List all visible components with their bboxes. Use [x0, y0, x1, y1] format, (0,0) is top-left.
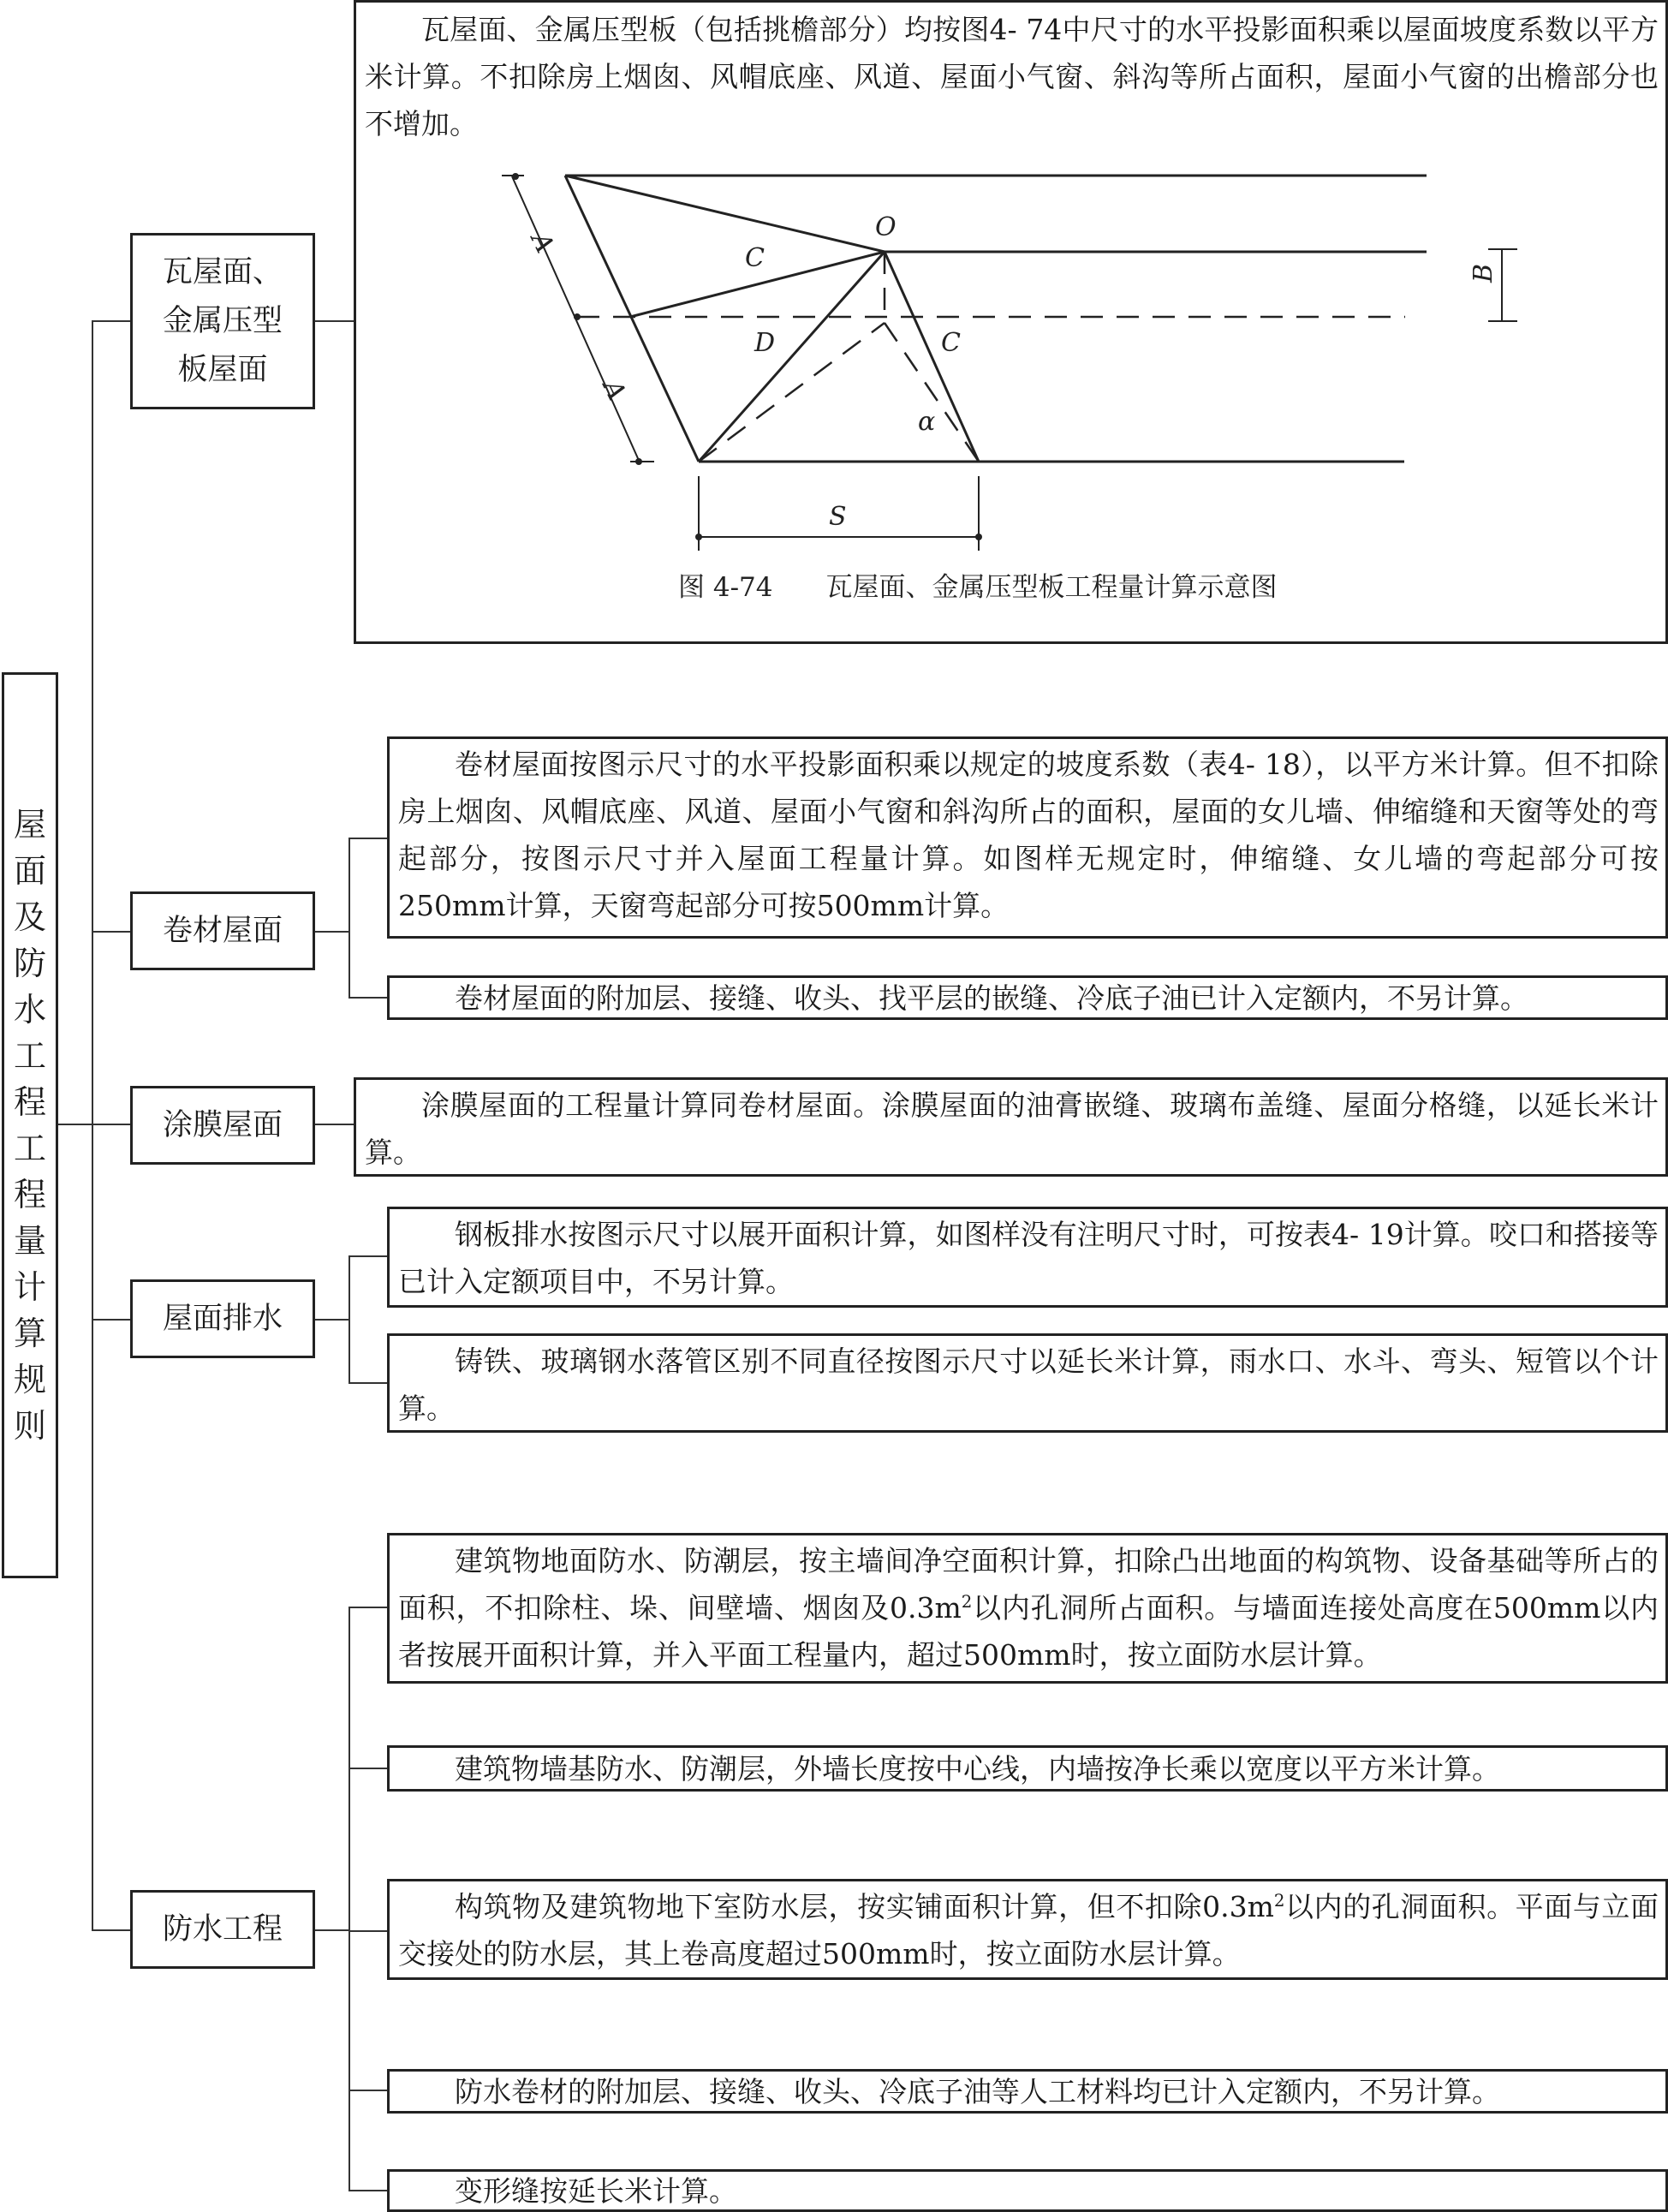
connector-coating	[315, 1124, 354, 1125]
title-char: 面	[13, 852, 46, 890]
category-waterproofing	[130, 1890, 315, 1969]
title-char: 则	[13, 1407, 46, 1445]
rule-text: 钢板排水按图示尺寸以展开面积计算，如图样没有注明尺寸时，可按表4- 19计算。咬口和搭接等已计入定额项目中，不另计算。	[398, 1218, 1659, 1298]
title-char: 算	[13, 1315, 46, 1352]
label-C1: C	[745, 243, 765, 273]
rule-membrane-2	[387, 975, 1668, 1020]
title-char: 程	[13, 1176, 46, 1213]
diagram-edge-C1	[565, 176, 885, 252]
rule-text: 变形缝按延长米计算。	[455, 2174, 737, 2208]
rule-waterproof-1	[387, 1533, 1668, 1684]
label-D: D	[754, 328, 776, 358]
diagram-edge-D	[699, 252, 885, 462]
dim-A-dot-bot	[635, 458, 642, 465]
title-char: 规	[13, 1361, 46, 1398]
connector-title	[58, 1124, 92, 1125]
label-A1: A	[524, 228, 560, 258]
connector-cat-membrane	[92, 931, 131, 933]
connector-drainage-2	[348, 1382, 388, 1384]
connector-wp-4	[348, 2090, 388, 2091]
connector-wp-1	[348, 1607, 388, 1608]
diagram-hip-left	[565, 176, 699, 462]
connector-drainage-v	[348, 1255, 350, 1382]
title-char: 计	[13, 1268, 46, 1306]
connector-membrane-h	[315, 931, 349, 933]
category-tile-roof-line: 瓦屋面、	[162, 254, 283, 289]
title-char: 及	[13, 898, 46, 936]
rule-tile-roof-box	[354, 0, 1668, 644]
label-A2: A	[596, 375, 632, 405]
connector-cat-drainage	[92, 1319, 131, 1321]
title-char: 防	[13, 945, 46, 982]
rule-text: 以内孔洞所占面积。与墙面连接处高度在500mm以内者按展开面积计算，并入平面工程量内，超过500mm时，按立面防水层计算。	[398, 1591, 1659, 1672]
connector-membrane-2	[348, 997, 388, 999]
connector-drainage-h	[315, 1319, 349, 1321]
connector-wp-h	[315, 1929, 349, 1931]
category-coating-roof	[130, 1086, 315, 1165]
rule-drainage-2	[387, 1333, 1668, 1433]
rule-waterproof-5	[387, 2169, 1668, 2212]
title-char: 水	[13, 991, 46, 1028]
rule-text: 涂膜屋面的工程量计算同卷材屋面。涂膜屋面的油膏嵌缝、玻璃布盖缝、屋面分格缝，以延长米计算。	[365, 1088, 1659, 1169]
title-char: 工	[13, 1037, 46, 1075]
connector-wp-v	[348, 1607, 350, 2191]
connector-membrane-1	[348, 838, 388, 839]
diagram-dash-left	[699, 323, 885, 462]
label-S: S	[829, 502, 847, 532]
label-C2: C	[941, 328, 961, 358]
rule-membrane-1	[387, 736, 1668, 939]
superscript: 2	[961, 1592, 973, 1612]
rule-coating	[354, 1077, 1668, 1177]
rule-text: 瓦屋面、金属压型板（包括挑檐部分）均按图4- 74中尺寸的水平投影面积乘以屋面坡度系数以平方米计算。不扣除房上烟囱、风帽底座、风道、屋面小气窗、斜沟等所占面积，屋面小气窗的出檐部分也不增加。	[365, 13, 1659, 140]
diagram-dash-right	[885, 323, 979, 462]
label-O: O	[875, 212, 897, 242]
title-char: 量	[13, 1222, 46, 1260]
main-title-box	[2, 672, 58, 1578]
rule-text: 建筑物墙基防水、防潮层，外墙长度按中心线，内墙按净长乘以宽度以平方米计算。	[455, 1752, 1500, 1786]
category-label: 防水工程	[162, 1911, 283, 1947]
category-roof-drainage	[130, 1279, 315, 1358]
title-char: 屋	[13, 806, 46, 844]
category-label: 卷材屋面	[162, 913, 283, 948]
category-tile-roof	[130, 233, 315, 409]
dim-A-dot-top	[512, 173, 519, 180]
category-tile-roof-line: 金属压型	[162, 303, 283, 338]
rule-text: 建筑物地面防水、防潮层，按主墙间净空面积计算，扣除凸出地面的构筑物、设备基础等所占的面积，不扣除柱、垛、间壁墙、烟囱及0.3m	[398, 1544, 1659, 1625]
connector-wp-3	[348, 1930, 388, 1932]
rule-text: 卷材屋面的附加层、接缝、收头、找平层的嵌缝、冷底子油已计入定额内，不另计算。	[455, 981, 1528, 1015]
title-char: 工	[13, 1130, 46, 1167]
label-B: B	[1468, 263, 1498, 283]
dim-A-line	[512, 176, 640, 464]
rule-text: 防水卷材的附加层、接缝、收头、冷底子油等人工材料均已计入定额内，不另计算。	[455, 2075, 1500, 2108]
category-label: 涂膜屋面	[162, 1107, 283, 1142]
category-label: 屋面排水	[162, 1301, 283, 1336]
rule-waterproof-3	[387, 1879, 1668, 1980]
connector-drainage-1	[348, 1255, 388, 1257]
connector-membrane-v	[348, 838, 350, 997]
rule-tile-roof-text	[356, 4, 1665, 154]
rule-text: 卷材屋面按图示尺寸的水平投影面积乘以规定的坡度系数（表4- 18），以平方米计算。但不扣除房上烟囱、风帽底座、风道、屋面小气窗和斜沟所占的面积，屋面的女儿墙、伸缩缝和天窗等处的弯起部分，按图示尺寸并入屋面工程量计算。如图样无规定时，伸缩缝、女儿墙的弯起部分可按250mm计算，天窗弯起部分可按500mm计算。	[398, 748, 1659, 922]
connector-wp-2	[348, 1768, 388, 1769]
category-membrane-roof	[130, 891, 315, 970]
rule-text: 构筑物及建筑物地下室防水层，按实铺面积计算，但不扣除0.3m	[455, 1890, 1274, 1923]
dim-S-dot-left	[695, 534, 702, 540]
title-char: 程	[13, 1083, 46, 1121]
roof-diagram	[356, 161, 1665, 641]
dim-A-dot-mid	[574, 313, 581, 320]
connector-spine	[92, 320, 93, 1930]
rule-waterproof-2	[387, 1745, 1668, 1792]
rule-text: 以内的孔洞面积。平面与立面交接处的防水层，其上卷高度超过500mm时，按立面防水层计算。	[398, 1890, 1659, 1971]
superscript: 2	[1273, 1891, 1285, 1911]
figure-caption: 图 4-74 瓦屋面、金属压型板工程量计算示意图	[678, 572, 1278, 603]
connector-wp-5	[348, 2190, 388, 2191]
rule-text: 铸铁、玻璃钢水落管区别不同直径按图示尺寸以延长米计算，雨水口、水斗、弯头、短管以个计算。	[398, 1344, 1659, 1425]
connector-cat-tile	[92, 320, 131, 322]
category-tile-roof-line: 板屋面	[177, 352, 268, 387]
rule-waterproof-4	[387, 2069, 1668, 2114]
rule-drainage-1	[387, 1207, 1668, 1308]
dim-S-dot-right	[975, 534, 982, 540]
connector-tile-rule	[315, 320, 354, 322]
connector-cat-coating	[92, 1124, 131, 1125]
connector-cat-waterproof	[92, 1929, 131, 1931]
label-alpha: α	[918, 407, 936, 437]
